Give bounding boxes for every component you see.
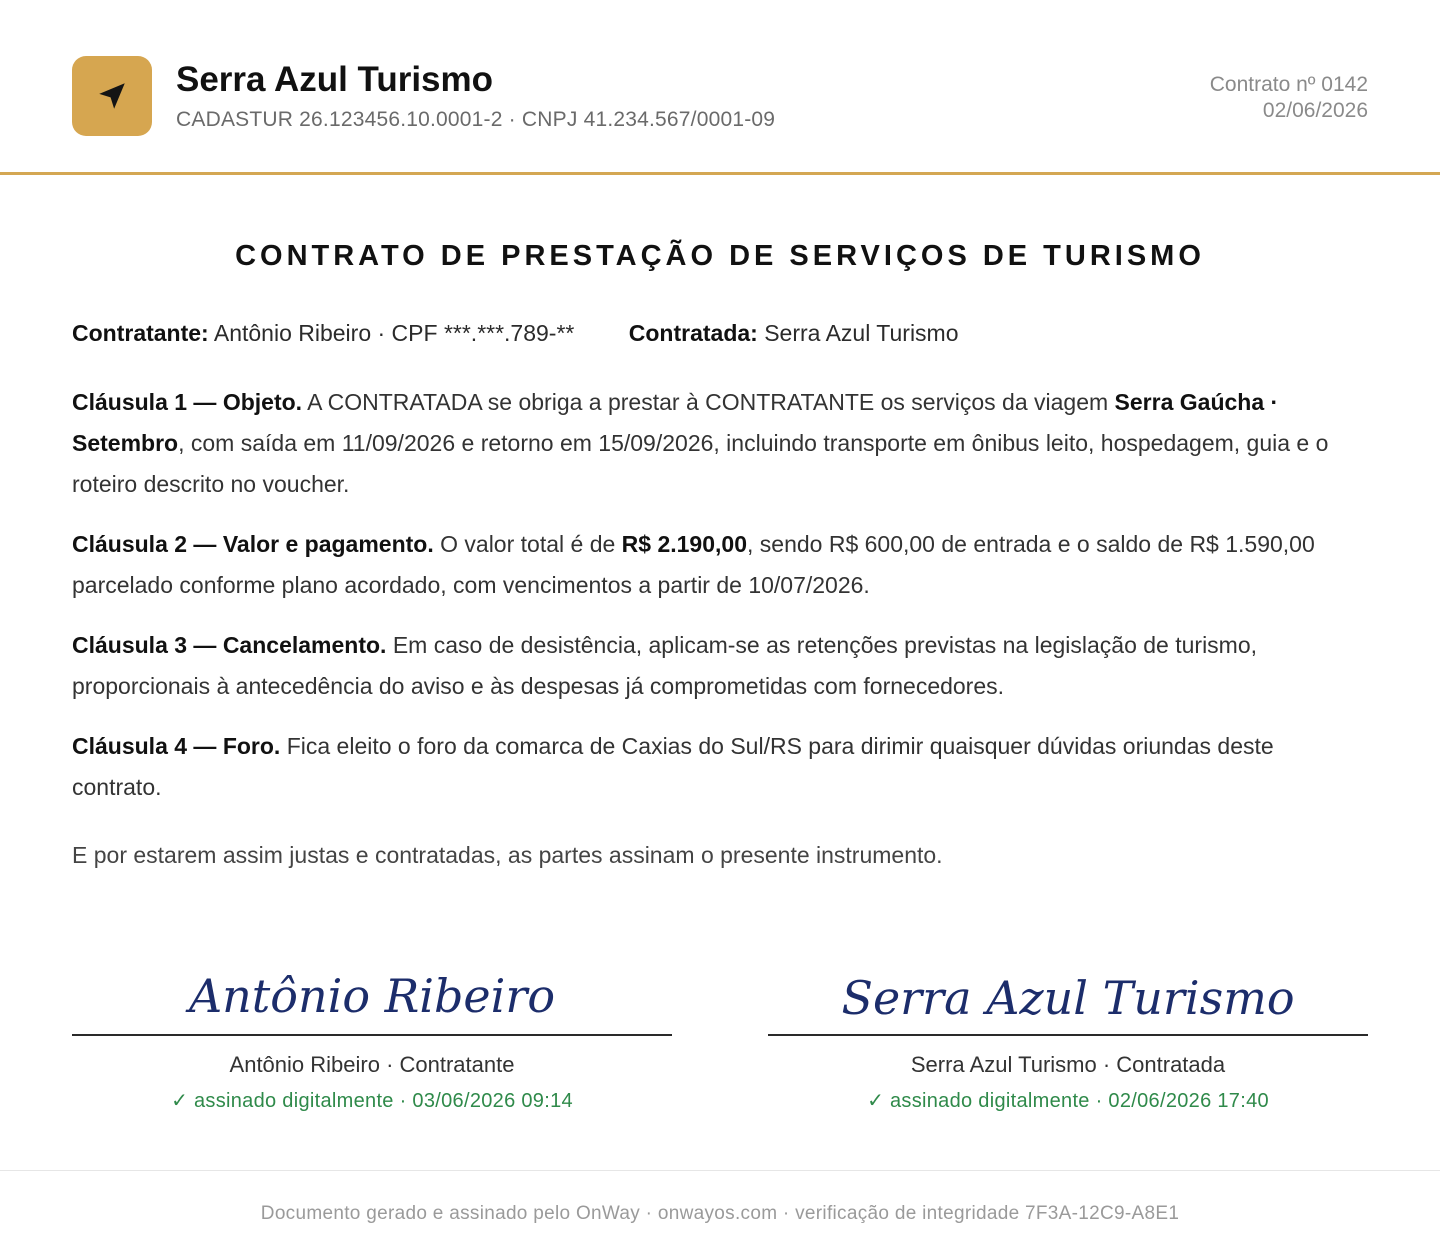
document-title: CONTRATO DE PRESTAÇÃO DE SERVIÇOS DE TURISMO [235, 240, 1205, 272]
company-logo [72, 56, 152, 136]
contratada-label: Contratada: [628, 320, 758, 346]
clause-text: , com saída em 11/09/2026 e retorno em 15/09/2026, incluindo transporte em ônibus leito, hospedagem, guia e o roteiro descrito no voucher. [72, 430, 1329, 497]
trip-name: Serra Gaúcha · Setembro [72, 389, 1279, 456]
document-header [0, 0, 1440, 175]
signature-line [72, 1034, 672, 1036]
clause-2 [72, 524, 1368, 606]
clause-heading: Cláusula 4 — Foro. [72, 733, 281, 759]
clause-heading: Cláusula 2 — Valor e pagamento. [72, 531, 434, 557]
signer-name: Antônio Ribeiro · Contratante [229, 1052, 515, 1077]
closing-statement: E por estarem assim justas e contratadas, as partes assinam o presente instrumento. [72, 842, 943, 868]
signature-image [72, 950, 672, 1034]
contratada [629, 320, 959, 347]
contratante [72, 320, 574, 347]
contract-meta [1210, 72, 1368, 124]
parties-line [72, 320, 959, 347]
clause-heading: Cláusula 3 — Cancelamento. [72, 632, 387, 658]
clause-4 [72, 726, 1368, 808]
signature-contratada [768, 950, 1368, 1113]
contratante-value: Antônio Ribeiro · CPF ***.***.789-** [213, 320, 575, 346]
signature-image [768, 950, 1368, 1034]
signature-script-text: Serra Azul Turismo [841, 971, 1295, 1025]
clause-text: Fica eleito o foro da comarca de Caxias do Sul/RS para dirimir quaisquer dúvidas oriundas deste contrato. [72, 733, 1274, 800]
clause-heading: Cláusula 1 — Objeto. [72, 389, 303, 415]
clause-text: A CONTRATADA se obriga a prestar à CONTRATANTE os serviços da viagem [302, 389, 1115, 415]
company-registration-ids: CADASTUR 26.123456.10.0001-2 · CNPJ 41.234.567/0001-09 [176, 108, 776, 131]
contratada-value: Serra Azul Turismo [764, 320, 959, 346]
clause-3 [72, 625, 1368, 707]
contract-date: 02/06/2026 [1262, 99, 1368, 122]
signature-script-text: Antônio Ribeiro [188, 969, 556, 1023]
contratante-label: Contratante: [72, 320, 209, 346]
clauses [72, 382, 1368, 827]
company-name: Serra Azul Turismo [176, 60, 494, 99]
signature-status: ✓ assinado digitalmente · 02/06/2026 17:40 [867, 1090, 1269, 1112]
clause-text: Em caso de desistência, aplicam-se as retenções previstas na legislação de turismo, proporcionais à antecedência do aviso e às despesas já comprometidas com fornecedores. [72, 632, 1258, 699]
clause-text: , sendo R$ 600,00 de entrada e o saldo de R$ 1.590,00 parcelado conforme plano acordado, com vencimentos a partir de 10/07/2026. [72, 531, 1315, 598]
clause-text: O valor total é de [433, 531, 622, 557]
contract-number: Contrato nº 0142 [1209, 73, 1368, 96]
signature-status: ✓ assinado digitalmente · 03/06/2026 09:14 [171, 1090, 573, 1112]
document-footer [0, 1170, 1440, 1253]
total-value: R$ 2.190,00 [621, 531, 747, 557]
signature-line [768, 1034, 1368, 1036]
signature-contratante [72, 950, 672, 1113]
clause-1 [72, 382, 1368, 505]
footer-text: Documento gerado e assinado pelo OnWay · onwayos.com · verificação de integridade 7F3A-12C9-A8E1 [260, 1203, 1180, 1224]
navigation-arrow-icon [95, 79, 129, 113]
signer-name: Serra Azul Turismo · Contratada [910, 1052, 1226, 1077]
